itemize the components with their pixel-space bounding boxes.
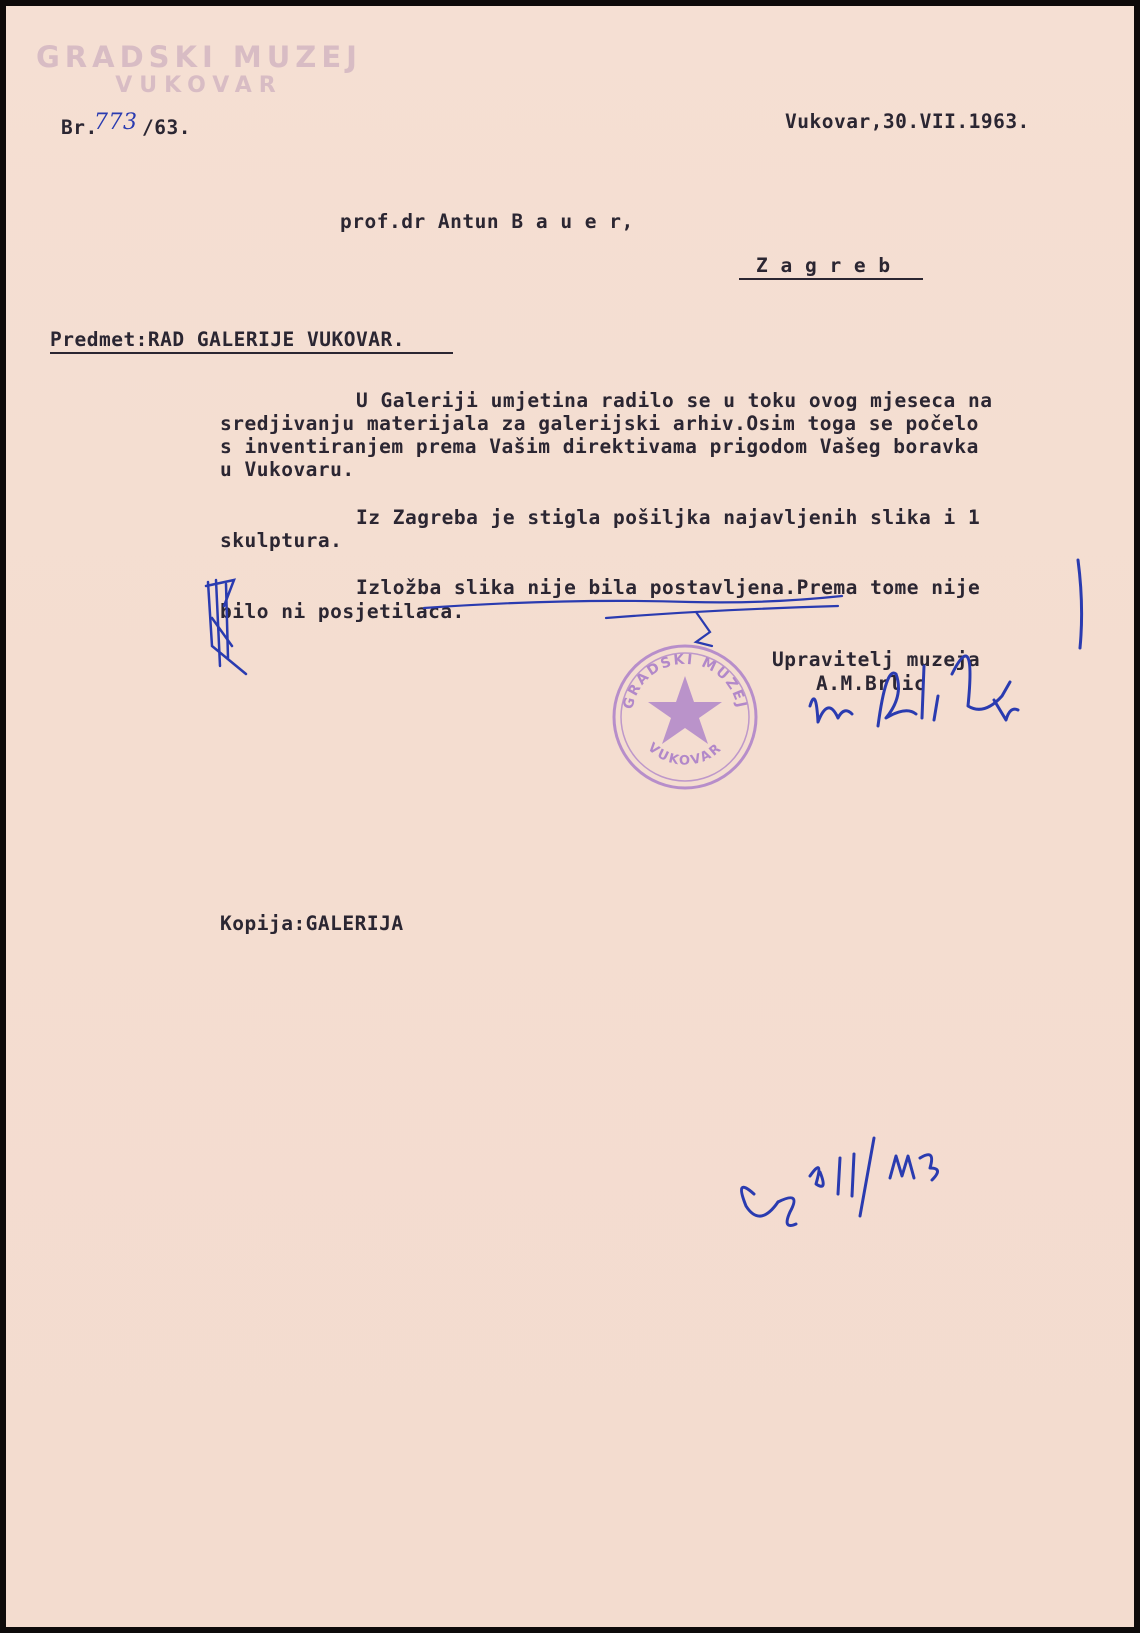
body-p2-line-2: skulptura.	[220, 529, 343, 552]
letter-page	[6, 6, 1134, 1627]
body-p1-line-3: s inventiranjem prema Vašim direktivama prigodom Vašeg boravka	[220, 435, 979, 458]
handwritten-note-mark	[742, 1138, 938, 1226]
letterhead-line-2: VUKOVAR	[115, 72, 283, 98]
signature-name: A.M.Brlic	[816, 672, 927, 695]
body-p1-line-4: u Vukovaru.	[220, 458, 355, 481]
signature-title: Upravitelj muzeja	[772, 648, 981, 671]
handwriting-overlay	[6, 6, 1134, 1627]
body-p1-line-2: sredjivanju materijala za galerijski arhiv.Osim toga se počelo	[220, 412, 979, 435]
svg-text:VUKOVAR	[645, 740, 726, 768]
reference-suffix: /63.	[142, 116, 191, 139]
margin-bracket-left-mark	[206, 580, 246, 674]
margin-bracket-right-mark	[1078, 560, 1082, 648]
body-p3-line-1: Izložba slika nije bila postavljena.Prema tome nije	[356, 576, 981, 599]
seal-text-bottom: VUKOVAR	[644, 740, 726, 769]
handwritten-signature-mark	[810, 656, 1018, 726]
recipient-city: Z a g r e b	[756, 254, 891, 277]
museum-round-seal	[610, 642, 760, 792]
seal-star-icon	[648, 676, 722, 744]
body-p3-line-2: bilo ni posjetilaca.	[220, 600, 465, 623]
copy-line: Kopija:GALERIJA	[220, 912, 404, 935]
recipient-name: prof.dr Antun B a u e r,	[340, 210, 634, 233]
pen-underline-mark	[424, 596, 842, 646]
reference-prefix: Br.	[61, 116, 98, 139]
place-date: Vukovar,30.VII.1963.	[785, 110, 1030, 133]
subject-line: Predmet:RAD GALERIJE VUKOVAR.	[50, 328, 405, 351]
body-p1-line-1: U Galeriji umjetina radilo se u toku ovog mjeseca na	[356, 389, 993, 412]
seal-text-top: GRADSKI MUZEJ	[620, 651, 750, 711]
letterhead-line-1: GRADSKI MUZEJ	[36, 40, 362, 74]
body-p2-line-1: Iz Zagreba je stigla pošiljka najavljenih slika i 1	[356, 506, 981, 529]
reference-handwritten-number: 773	[94, 110, 138, 135]
